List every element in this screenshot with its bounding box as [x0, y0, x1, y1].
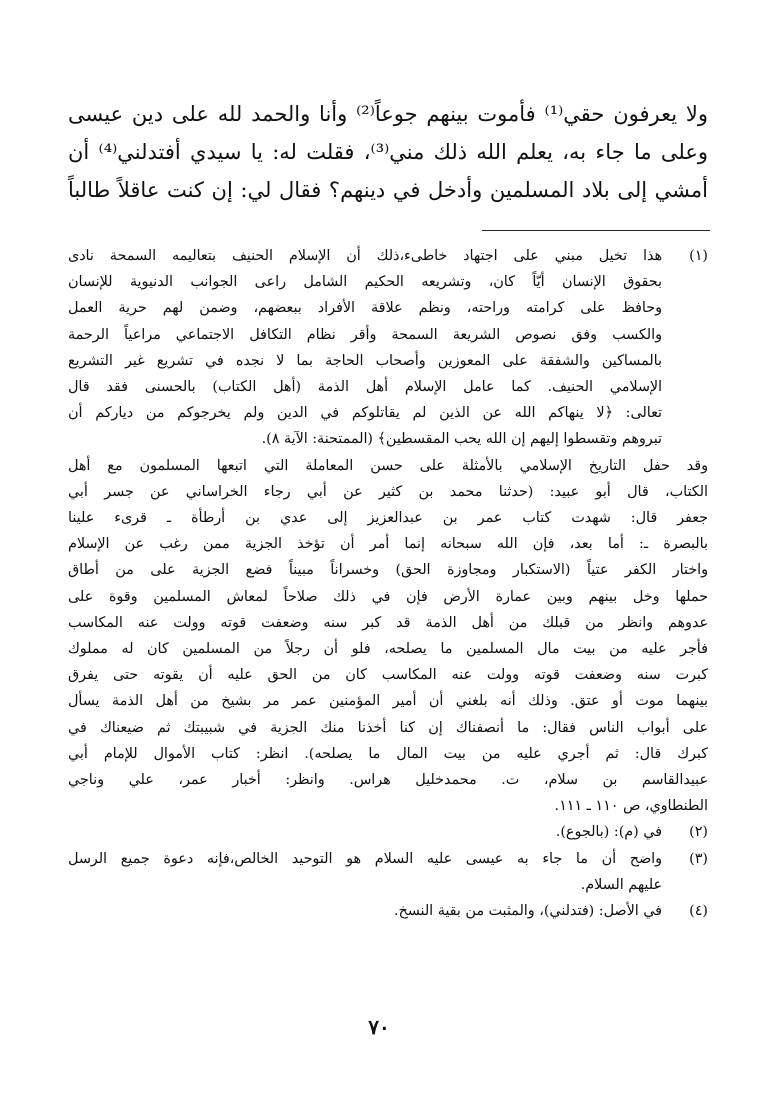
footnote-number: (١)	[689, 248, 708, 264]
footnote-number: (٤)	[689, 903, 708, 920]
footnote-line: والكسب وفق نصوص الشريعة السمحة وأقر نظام التكافل الاجتماعي مراعياً الرحمة	[68, 326, 662, 343]
footnote-line: بينهما موت أو عتق. وذلك أنه بلغني أن أمير المؤمنين عمر مر بشيخ من أهل الذمة يسأل	[68, 693, 708, 710]
footnote-line: الطنطاوي، ص ١١٠ ـ ١١١.	[554, 798, 708, 815]
footnote-line: في (م): (بالجوع).	[555, 824, 662, 841]
footnote-line: في الأصل: (فتدلني)، والمثبت من بقية النسخ.	[393, 903, 662, 920]
footnote-line: وقد حفل التاريخ الإسلامي بالأمثلة على حسن المعاملة التي اتبعها المسلمون مع أهل	[68, 457, 708, 474]
footnote-line: تبروهم وتقسطوا إليهم إن الله يحب المقسطين﴾ (الممتحنة: الآية ٨).	[261, 431, 662, 448]
footnote-line: كبرت سنه وضعفت قوته وولت عنه المكاسب كان من الحق عليه أن يقوته حتى يفرق	[68, 667, 708, 684]
main-text-line: وعلى ما جاء به، يعلم الله ذلك مني⁽³⁾، فقلت له: يا سيدي أفتدلني⁽⁴⁾ أن	[68, 140, 709, 164]
footnote-number: (٢)	[689, 824, 708, 841]
footnote-line: تعالى: ﴿لا ينهاكم الله عن الذين لم يقاتلوكم في الدين ولم يخرجوكم من دياركم أن	[68, 405, 662, 422]
footnote-line: هذا تخيل مبني على اجتهاد خاطىء،ذلك أن الإسلام الحنيف بتعاليمه السمحة نادى	[68, 248, 662, 264]
footnote-line: بالمساكين والشفقة على المعوزين وأصحاب الحاجة بما لا نجده في تشريع غير التشريع	[68, 352, 662, 369]
footnote-continuation	[68, 453, 708, 820]
footnote-line: عليهم السلام.	[580, 876, 662, 893]
footnote-line: حملها وخل بينهم وبين عمارة الأرض فإن في ذلك صلاحاً لمعاش المسلمين وقوة على	[68, 588, 708, 605]
footnote-line: بحقوق الإنسان أيّاً كان، وتشريعه الحكيم الشامل راعى الجوانب الدنيوية للإنسان	[68, 274, 662, 291]
page-number: ٧٠	[368, 1015, 390, 1039]
footnote-body	[68, 243, 708, 819]
footnote-line: الكتاب، قال أبو عبيد: (حدثنا محمد بن كثير عن أبي رجاء الخراساني عن جسر أبي	[68, 483, 708, 500]
footnote-line: عدوهم وانظر من قبلك من أهل الذمة قد كبر سنه وضعفت قوته وولت عنه المكاسب	[68, 614, 708, 631]
footnote-line: على أبواب الناس فقال: ما أنصفناك إن كنا أخذنا منك الجزية في شبيبتك ثم ضيعناك في	[68, 719, 708, 736]
footnote-2	[68, 819, 708, 845]
footnote-line: فأجر عليه من بيت مال المسلمين ما يصلحه، فلو أن رجلاً من المسلمين كان له مملوك	[68, 641, 708, 658]
footnote-number: (٣)	[689, 850, 708, 867]
footnote-line: واختار الكفر عتياً (الاستكبار ومجاوزة الحق) وخسراناً مبيناً فضع الجزية على من أطاق	[68, 562, 708, 579]
footnote-line: الإسلامي الحنيف. كما عامل الإسلام أهل الذمة (أهل الكتاب) بالحسنى فقد قال	[68, 379, 662, 396]
footnote-line: جعفر قال: شهدت كتاب عمر بن عبدالعزيز إلى عدي بن أرطأة ـ قرىء علينا	[68, 510, 708, 527]
footnote-line: وحافظ على كرامته وراحته، ونظم علاقة الأفراد ببعضهم، وضمن لهم حرية العمل	[68, 300, 662, 317]
main-text-line: ولا يعرفون حقي⁽¹⁾ فأموت بينهم جوعاً⁽²⁾ وأنا والحمد لله على دين عيسى	[68, 102, 709, 126]
footnote-line: كبرك قال: ثم أجري عليه من بيت المال ما يصلحه). انظر: كتاب الأموال للإمام أبي	[68, 745, 708, 762]
footnote-line: بالبصرة ـ: أما بعد، فإن الله سبحانه إنما أمر أن تؤخذ الجزية ممن رغب عن الإسلام	[68, 536, 708, 553]
footnote-body	[68, 846, 662, 898]
footnote-separator	[482, 230, 710, 231]
main-text-line: أمشي إلى بلاد المسلمين وأدخل في دينهم؟ فقال لي: إن كنت عاقلاً طالباً	[68, 178, 708, 202]
footnote-line: واضح أن ما جاء به عيسى عليه السلام هو التوحيد الخالص،فإنه دعوة جميع الرسل	[68, 850, 662, 867]
footnote-4	[68, 898, 708, 924]
footnote-body	[68, 898, 662, 924]
footnote-body	[68, 819, 662, 845]
footnotes	[68, 243, 708, 924]
footnote-line: عبيدالقاسم بن سلام، ت. محمدخليل هراس. وانظر: أخبار عمر، علي وناجي	[68, 772, 708, 789]
main-text	[68, 95, 708, 209]
footnote-1	[68, 243, 708, 819]
footnote-3	[68, 846, 708, 898]
